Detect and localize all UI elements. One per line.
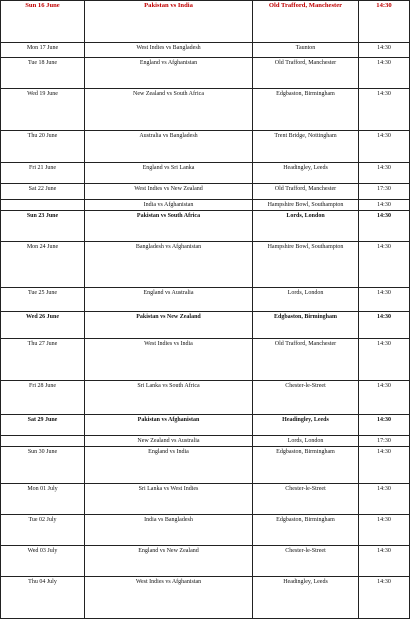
date-cell: Fri 21 June <box>1 163 85 184</box>
match-cell: England vs Sri Lanka <box>85 163 253 184</box>
match-cell: New Zealand vs Australia <box>85 436 253 447</box>
fixture-row <box>1 312 410 339</box>
fixture-row <box>1 131 410 163</box>
time-cell: 14:30 <box>359 89 410 131</box>
match-cell: England vs India <box>85 447 253 484</box>
time-cell: 17:30 <box>359 436 410 447</box>
venue-cell: Edgbaston, Birmingham <box>253 515 359 546</box>
venue-cell: Old Trafford, Manchester <box>253 184 359 200</box>
fixture-row <box>1 43 410 58</box>
fixture-row <box>1 546 410 577</box>
fixture-row <box>1 381 410 415</box>
match-cell: Pakistan vs New Zealand <box>85 312 253 339</box>
date-cell: Mon 01 July <box>1 484 85 515</box>
venue-cell: Old Trafford, Manchester <box>253 339 359 381</box>
match-cell: West Indies vs India <box>85 339 253 381</box>
match-cell: West Indies vs Bangladesh <box>85 43 253 58</box>
fixture-row <box>1 163 410 184</box>
fixture-row <box>1 211 410 242</box>
time-cell: 14:30 <box>359 577 410 619</box>
fixture-row <box>1 184 410 200</box>
time-cell: 14:30 <box>359 484 410 515</box>
fixture-row <box>1 339 410 381</box>
venue-cell: Headingley, Leeds <box>253 415 359 436</box>
time-cell: 14:30 <box>359 200 410 211</box>
time-cell: 14:30 <box>359 163 410 184</box>
venue-cell: Edgbaston, Birmingham <box>253 89 359 131</box>
match-cell: Pakistan vs Afghanistan <box>85 415 253 436</box>
fixture-row <box>1 577 410 619</box>
match-cell: Pakistan vs India <box>85 1 253 43</box>
venue-cell: Chester-le-Street <box>253 484 359 515</box>
time-cell: 14:30 <box>359 415 410 436</box>
date-cell: Sat 29 June <box>1 415 85 436</box>
match-cell: England vs New Zealand <box>85 546 253 577</box>
time-cell: 14:30 <box>359 339 410 381</box>
venue-cell: Lords, London <box>253 436 359 447</box>
venue-cell: Chester-le-Street <box>253 381 359 415</box>
date-cell: Fri 28 June <box>1 381 85 415</box>
venue-cell: Old Trafford, Manchester <box>253 58 359 89</box>
date-cell: Tue 18 June <box>1 58 85 89</box>
venue-cell: Lords, London <box>253 211 359 242</box>
fixture-row <box>1 484 410 515</box>
fixture-row <box>1 200 410 211</box>
time-cell: 14:30 <box>359 58 410 89</box>
time-cell: 17:30 <box>359 184 410 200</box>
venue-cell: Trent Bridge, Nottingham <box>253 131 359 163</box>
time-cell: 14:30 <box>359 381 410 415</box>
date-cell: Mon 24 June <box>1 242 85 288</box>
venue-cell: Hampshire Bowl, Southampton <box>253 200 359 211</box>
time-cell: 14:30 <box>359 242 410 288</box>
fixture-row <box>1 288 410 312</box>
match-cell: Bangladesh vs Afghanistan <box>85 242 253 288</box>
match-cell: Australia vs Bangladesh <box>85 131 253 163</box>
fixture-row <box>1 89 410 131</box>
fixture-row <box>1 242 410 288</box>
fixture-row <box>1 58 410 89</box>
fixture-row <box>1 515 410 546</box>
time-cell: 14:30 <box>359 447 410 484</box>
match-cell: Sri Lanka vs West Indies <box>85 484 253 515</box>
date-cell <box>1 436 85 447</box>
fixture-row <box>1 436 410 447</box>
venue-cell: Taunton <box>253 43 359 58</box>
date-cell: Tue 25 June <box>1 288 85 312</box>
date-cell: Mon 17 June <box>1 43 85 58</box>
date-cell: Wed 03 July <box>1 546 85 577</box>
match-cell: Sri Lanka vs South Africa <box>85 381 253 415</box>
date-cell: Wed 19 June <box>1 89 85 131</box>
time-cell: 14:30 <box>359 131 410 163</box>
match-cell: India vs Afghanistan <box>85 200 253 211</box>
venue-cell: Old Trafford, Manchester <box>253 1 359 43</box>
fixture-row <box>1 1 410 43</box>
match-cell: New Zealand vs South Africa <box>85 89 253 131</box>
match-cell: Pakistan vs South Africa <box>85 211 253 242</box>
date-cell: Thu 04 July <box>1 577 85 619</box>
venue-cell: Edgbaston, Birmingham <box>253 312 359 339</box>
time-cell: 14:30 <box>359 211 410 242</box>
time-cell: 14:30 <box>359 312 410 339</box>
time-cell: 14:30 <box>359 288 410 312</box>
date-cell: Sun 30 June <box>1 447 85 484</box>
fixture-row <box>1 447 410 484</box>
venue-cell: Chester-le-Street <box>253 546 359 577</box>
fixtures-table-body <box>1 1 410 619</box>
time-cell: 14:30 <box>359 515 410 546</box>
date-cell <box>1 200 85 211</box>
date-cell: Sun 16 June <box>1 1 85 43</box>
date-cell: Thu 20 June <box>1 131 85 163</box>
match-cell: England vs Afghanistan <box>85 58 253 89</box>
venue-cell: Lords, London <box>253 288 359 312</box>
date-cell: Sat 22 June <box>1 184 85 200</box>
date-cell: Sun 23 June <box>1 211 85 242</box>
date-cell: Thu 27 June <box>1 339 85 381</box>
venue-cell: Hampshire Bowl, Southampton <box>253 242 359 288</box>
match-cell: England vs Australia <box>85 288 253 312</box>
date-cell: Wed 26 June <box>1 312 85 339</box>
match-cell: West Indies vs New Zealand <box>85 184 253 200</box>
time-cell: 14:30 <box>359 1 410 43</box>
match-cell: India vs Bangladesh <box>85 515 253 546</box>
fixture-row <box>1 415 410 436</box>
venue-cell: Headingley, Leeds <box>253 163 359 184</box>
time-cell: 14:30 <box>359 43 410 58</box>
venue-cell: Headingley, Leeds <box>253 577 359 619</box>
date-cell: Tue 02 July <box>1 515 85 546</box>
time-cell: 14:30 <box>359 546 410 577</box>
venue-cell: Edgbaston, Birmingham <box>253 447 359 484</box>
match-cell: West Indies vs Afghanistan <box>85 577 253 619</box>
